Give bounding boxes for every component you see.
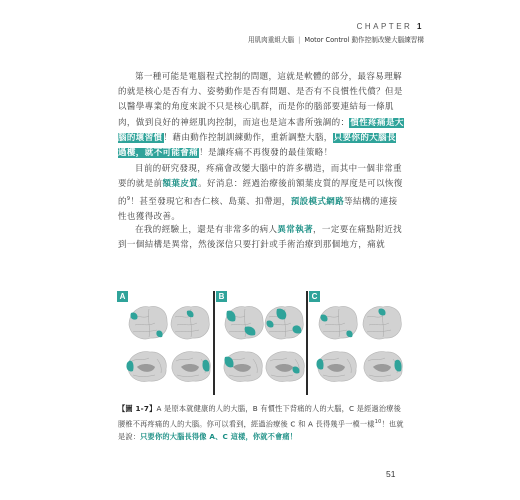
p3-text: 在我的經驗上，還是有非常多的病人 — [135, 225, 278, 235]
panel-a-brains — [126, 307, 210, 382]
page-number: 51 — [386, 469, 396, 479]
p2-text-3: ！甚至發現它和杏仁核、島葉、扣帶迴， — [130, 197, 291, 208]
p3-emphasis: 異常執著 — [277, 225, 314, 235]
p2-text: 目前的研究發現，疼痛會改變大腦中的許多構造，而其中一個非常重要的就是前 — [118, 164, 403, 190]
chapter-number: 1 — [417, 22, 424, 31]
paragraph-3 — [118, 223, 404, 253]
panel-label-a: A — [117, 291, 128, 302]
caption-label: 【圖 1-7】 — [118, 404, 157, 413]
p1-text: 第一種可能是電腦程式控制的問題，這就是軟體的部分，最容易理解的就是核心是否有力、姿勢動作是否有問題、是否有不良慣性代償？但是以醫學專業的角度來說不只是核心肌群，而是你的腦部要連結每一條肌肉，做到良好的神經肌肉控制，而這也是這本書所強調的： — [118, 72, 403, 128]
p1-highlight-1: 慣性疼痛是大腦的壞習慣 — [118, 117, 404, 143]
p1-text-2: ！藉由動作控制訓練動作，重新調整大腦， — [163, 132, 333, 143]
chapter-word: CHAPTER — [356, 22, 413, 31]
brain-images — [117, 291, 405, 395]
p1-text-3: ！是讓疼痛不再復發的最佳策略！ — [199, 148, 333, 159]
p2-text-2: 。好消息：經過治療後前額葉皮質的厚度是可以恢復的 — [118, 179, 403, 208]
p2-text-4: 等結構的連接性也獲得改善。 — [118, 197, 398, 223]
header-separator: | — [298, 36, 301, 44]
p2-emphasis-2: 預設模式網路 — [290, 197, 345, 208]
p1-highlight-2: 只要你的大腦長過樓，就不可能會痛 — [118, 132, 396, 159]
p2-footnote-ref: 9 — [126, 196, 131, 203]
panel-label-b: B — [216, 291, 227, 302]
p3-text-2: ，一定要在痛點附近找到一個結構是異常，然後深信只要打針或手術治療到那個地方，痛就 — [118, 225, 403, 251]
paragraph-2 — [118, 162, 404, 226]
chapter-label — [357, 22, 424, 31]
figure-caption — [118, 403, 405, 443]
book-chapter-title — [248, 34, 424, 44]
panel-label-c: C — [309, 291, 320, 302]
paragraph-1 — [118, 70, 404, 161]
caption-footnote-ref: 10 — [374, 418, 382, 425]
p2-emphasis-1: 額葉皮質 — [162, 179, 199, 190]
caption-text-2: ！也就是說： — [118, 418, 404, 441]
book-title: 用肌肉重組大腦 — [247, 36, 295, 44]
chapter-title: Motor Control 動作控制改變大腦練習構 — [304, 36, 424, 44]
panel-b-brains — [224, 307, 304, 382]
brain-figure — [117, 291, 405, 395]
caption-emphasis: 只要你的大腦長得像 A、C 這樣，你就不會痛！ — [140, 431, 298, 441]
caption-text: A 是原本就健康的人的大腦，B 有慣性下背痛的人的大腦，C 是經過治療後腰椎不再疼痛的人的大腦。你可以看到，經過治療後 C 和 A 長得幾乎一模一樣 — [118, 404, 402, 428]
panel-c-brains — [316, 307, 402, 382]
